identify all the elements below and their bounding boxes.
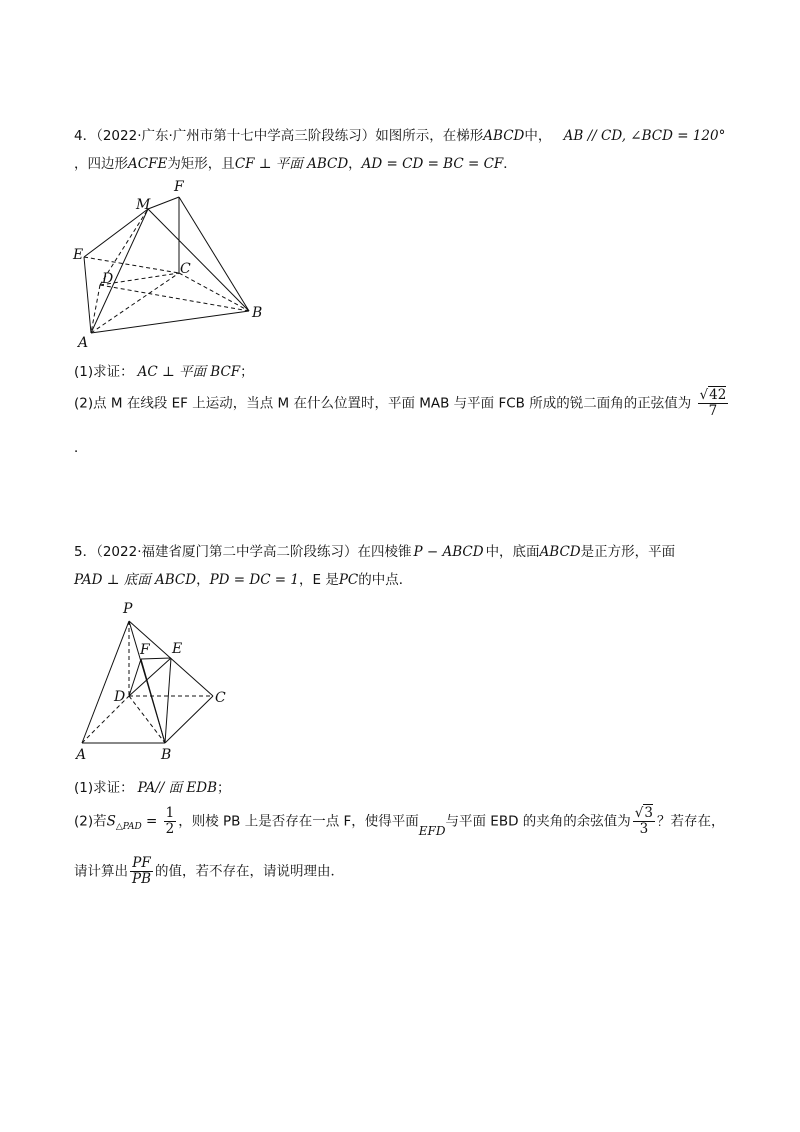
fig5-label-p: P	[123, 601, 133, 617]
problem-5-q2-e: 请计算出	[74, 863, 128, 880]
problem-5-source: （2022·福建省厦门第二中学高二阶段练习）	[96, 544, 358, 560]
problem-5-pb: PB	[132, 870, 152, 887]
problem-5-half-num: 1	[165, 805, 175, 821]
problem-4-q2-den: 7	[708, 402, 718, 419]
problem-5-line2-b: ，	[196, 572, 210, 588]
problem-4-question-1	[74, 360, 254, 380]
problem-5-q2-f: 的值，若不存在，请说明理由．	[155, 863, 345, 880]
problem-5-q1-end: ；	[217, 780, 231, 796]
problem-5-q2-s: S	[106, 813, 116, 830]
fig5-label-a: A	[76, 747, 87, 763]
problem-4-q2-text: (2)点 M 在线段 EF 上运动，当点 M 在什么位置时，平面 MAB 与平面 FCB 所成的锐二面角的正弦值为	[74, 395, 692, 412]
problem-5-line2-d: 的中点．	[358, 572, 413, 588]
problem-5-question-2	[74, 806, 725, 837]
problem-4-number: 4．	[74, 128, 97, 144]
problem-4-equal: AD = CD = BC = CF	[361, 156, 504, 172]
problem-5-pf-pb	[130, 856, 153, 887]
problem-5-q2-cos: $\frac{√3}{3}$	[634, 805, 653, 837]
problem-5-q2-c: 与平面 EBD 的夹角的余弦值为	[445, 813, 631, 830]
problem-4-line-2	[74, 152, 517, 172]
fig5-label-b: B	[161, 747, 172, 763]
fig4-label-f: F	[174, 179, 184, 195]
problem-4-question-2	[74, 388, 730, 419]
fig4-label-d: D	[102, 271, 114, 287]
problem-5-q2-half	[164, 806, 177, 837]
problem-5-q1-label: (1)求证：	[74, 780, 134, 796]
problem-5-q1-expr: PA// 面 EDB	[137, 780, 217, 796]
problem-5-cos-den: 3	[639, 820, 649, 837]
problem-4-intro: 如图所示，在梯形	[375, 128, 484, 144]
problem-4-condition: AB // CD, ∠BCD = 120°	[563, 128, 726, 144]
problem-5-pf: PF	[130, 856, 153, 872]
problem-4-q1-label: (1)求证：	[74, 364, 134, 380]
fig4-label-a: A	[78, 335, 89, 351]
problem-4-q2-end: ．	[74, 440, 88, 456]
fig5-label-f: F	[140, 642, 150, 658]
problem-5-q2-d: ？若存在，	[657, 813, 725, 830]
problem-4-line2-c: ，	[348, 156, 362, 172]
problem-4-q1-end: ；	[240, 364, 254, 380]
problem-4-acfe: ACFE	[128, 156, 168, 172]
problem-5-abcd: ABCD	[539, 544, 581, 560]
problem-5-line-1	[74, 540, 675, 560]
problem-5-line-2	[74, 568, 412, 588]
problem-4-q2-fraction: $\frac{√42}{7}$	[699, 387, 727, 419]
problem-4-q1-expr: AC ⊥ 平面 BCF	[137, 364, 241, 380]
problem-5-line2-c: ，E 是	[299, 572, 339, 588]
problem-5-line1-c: 是正方形，平面	[580, 544, 676, 560]
fig4-label-c: C	[180, 261, 191, 277]
problem-4-line-1	[74, 124, 725, 144]
problem-4-line2-b: 为矩形，且	[167, 156, 235, 172]
problem-5-question-1	[74, 776, 231, 796]
fig5-label-d: D	[114, 689, 126, 705]
problem-5-plane-perp: PAD ⊥ 底面 ABCD	[74, 572, 197, 588]
fig5-label-c: C	[215, 690, 226, 706]
problem-4-zhong: 中，	[524, 128, 552, 144]
problem-5-pyramid: P − ABCD	[413, 544, 484, 560]
fig4-label-e: E	[73, 247, 84, 263]
fig4-label-b: B	[252, 305, 263, 321]
problem-4-source: （2022·广东·广州市第十七中学高三阶段练习）	[96, 128, 376, 144]
problem-4-q2-num: 42	[709, 387, 727, 403]
problem-5-q2-b: ，则棱 PB 上是否存在一点 F，使得平面	[178, 813, 419, 830]
problem-5-pc: PC	[338, 572, 359, 588]
problem-4-abcd: ABCD	[483, 128, 525, 144]
problem-5-q2-efd: EFD	[418, 824, 446, 839]
problem-4-cf-perp: CF ⊥ 平面 ABCD	[234, 156, 349, 172]
problem-4-line2-d: ．	[503, 156, 517, 172]
problem-5-cos-num: 3	[644, 805, 653, 821]
problem-5-q2-a: (2)若	[74, 813, 107, 830]
problem-4-line2-a: ，四边形	[74, 156, 128, 172]
problem-5-line1-b: 中，底面	[485, 544, 540, 560]
problem-5-intro: 在四棱锥	[357, 544, 412, 560]
problem-5-q2-eq: =	[141, 813, 162, 830]
problem-5-number: 5．	[74, 544, 97, 560]
fig5-label-e: E	[172, 641, 183, 657]
problem-5-pd-dc: PD = DC = 1	[209, 572, 299, 588]
fig4-label-m: M	[136, 197, 151, 213]
problem-5-half-den: 2	[165, 820, 175, 837]
problem-4-figure	[70, 175, 270, 353]
problem-5-question-2-cont	[74, 856, 344, 887]
problem-5-figure	[72, 597, 242, 767]
problem-5-q2-sub: △PAD	[115, 822, 142, 833]
